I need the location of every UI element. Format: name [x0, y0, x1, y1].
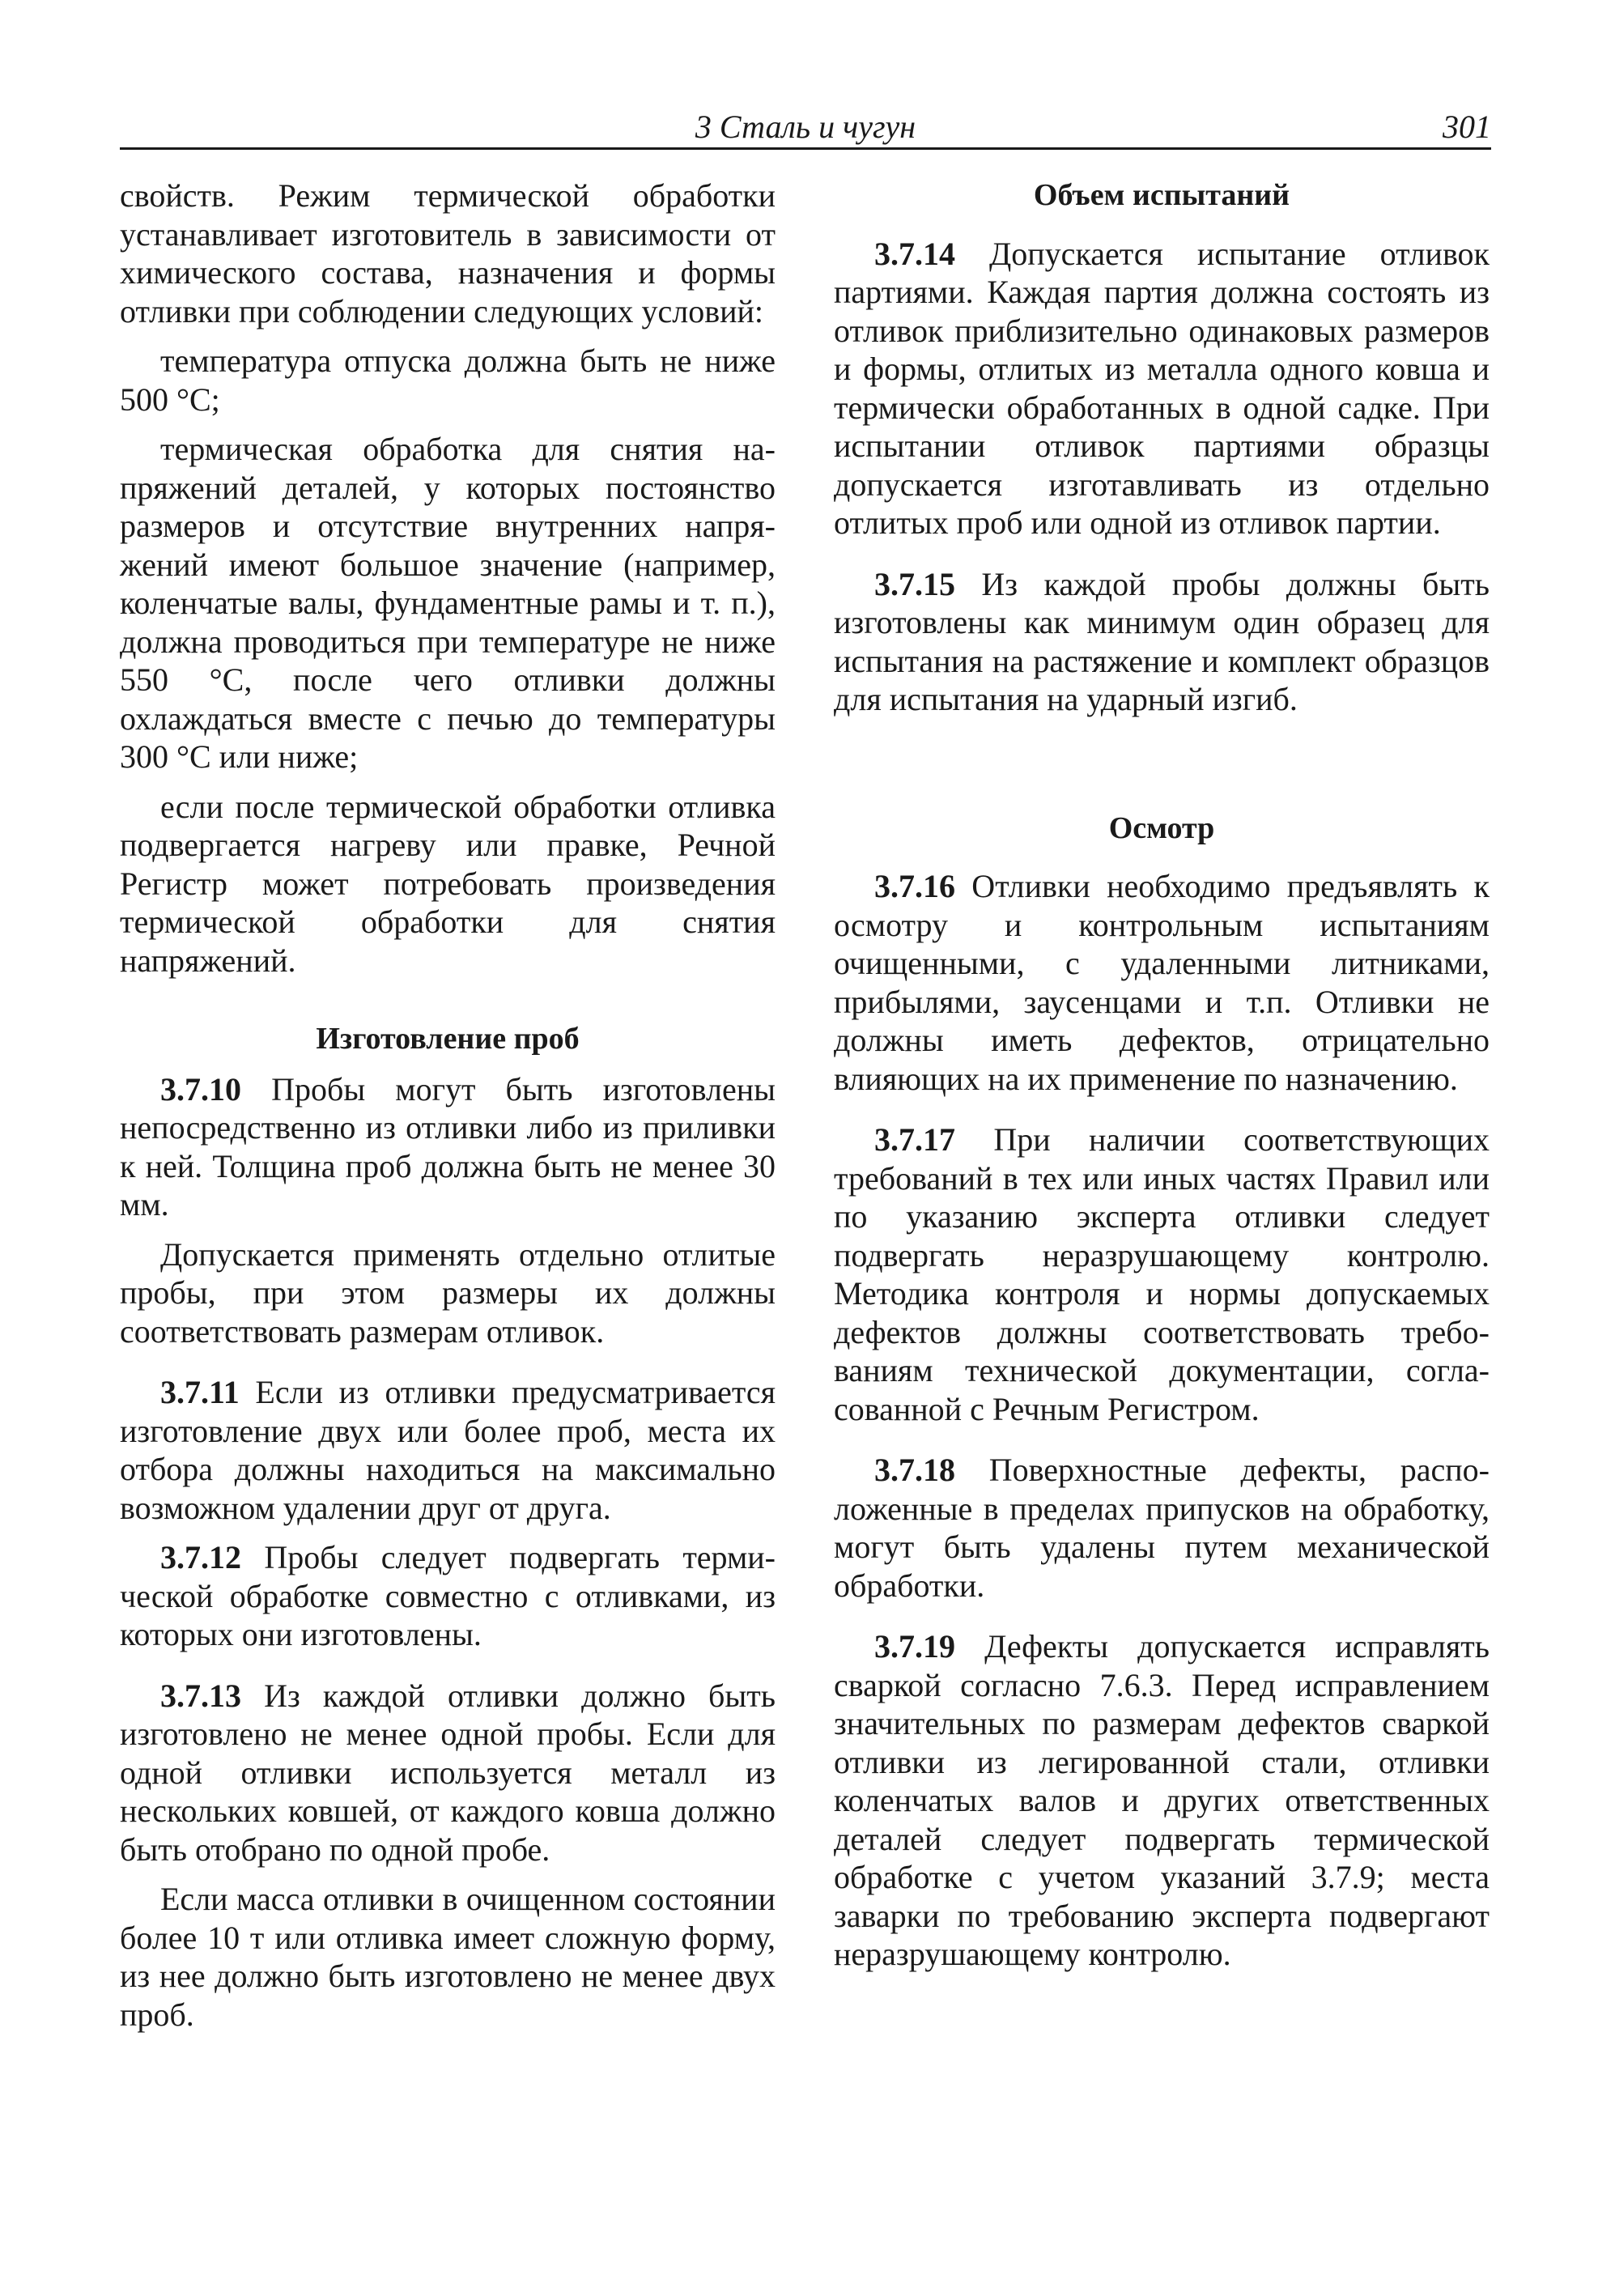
clause-number: 3.7.15	[874, 565, 955, 602]
clause-3-7-17	[834, 1120, 1490, 1428]
clause-3-7-12	[120, 1538, 776, 1654]
clause-text: Если из отливки предусматривается изготовление двух или более проб, места их отбора должны находиться на максимально возможном удалении друг от друга.	[120, 1374, 776, 1526]
clause-number: 3.7.10	[160, 1070, 241, 1108]
clause-number: 3.7.14	[874, 235, 955, 272]
clause-number: 3.7.13	[160, 1677, 241, 1714]
paragraph-separate-samples: Допускается применять отдельно отлитые пробы, при этом размеры их должны соответствовать размерам отливок.	[120, 1235, 776, 1350]
paragraph-intro: свойств. Режим термической обработки устанавливает изготовитель в зависимости от химического состава, назначения и формы отливки при соблюдении следующих условий:	[120, 177, 776, 330]
section-heading-samples: Изготовление проб	[316, 1022, 580, 1056]
clause-3-7-16	[834, 867, 1490, 1098]
clause-text: Допускается испытание отливок партиями. Каждая партия должна состоять из отливок приблизительно одинаковых размеров и формы, отлитых из металла одного ковша и термически обработанных в одной садке. При испытании отливок партиями образцы допускается изготавливать из отдельно отлитых проб или одной из отливок партии.	[834, 235, 1490, 541]
paragraph-tempering: температура отпуска должна быть не ниже 500 °С;	[120, 342, 776, 418]
left-column	[120, 176, 776, 2034]
clause-number: 3.7.11	[160, 1374, 240, 1410]
clause-text: Из каждой пробы должны быть изготовлены как минимум один образец для испытания на растяжение и комплект образцов для испытания на ударный изгиб.	[834, 565, 1490, 717]
paragraph-casting-mass: Если масса отливки в очищенном состоянии более 10 т или отливка имеет сложную форму, из нее должно быть изготовлено не менее двух проб.	[120, 1881, 776, 2033]
clause-text: При наличии соответствующих требований в тех или иных частях Правил или по указанию эксперта отливки следует подвергать неразрушающему контролю. Методика контроля и нормы допускаемых дефектов должны соответствовать требованиям технической документации, согласованной с Речным Регистром.	[834, 1121, 1490, 1427]
clause-text: Дефекты допускается исправлять сваркой согласно 7.6.3. Перед исправлением значительных по размерам дефектов сваркой отливки из легированной стали, отливки коленчатых валов и других ответственных деталей следует подвергать термической обработке с учетом указаний 3.7.9; места заварки по требованию эксперта подвергают неразрушающему контролю.	[834, 1628, 1490, 1972]
paragraph-reheating: если после термической обработки отливка подвергается нагреву или правке, Речной Регистр может потребовать произведения термической обработки для снятия напряжений.	[120, 788, 776, 979]
clause-3-7-14	[834, 235, 1490, 542]
section-heading-inspection: Осмотр	[1108, 810, 1215, 845]
running-head	[120, 107, 1491, 150]
clause-3-7-19	[834, 1627, 1490, 1974]
right-column	[834, 176, 1490, 1974]
clause-text: Пробы следует подвергать термической обработке совместно с отливками, из которых они изготовлены.	[120, 1539, 776, 1652]
paragraph-stress-relief: термическая обработка для снятия напряжений деталей, у которых постоянство размеров и отсутствие внутренних напряжений имеют большое значение (например, коленчатые валы, фундаментные рамы и т. п.), должна проводиться при температуре не ниже 550 °С, после чего отливки должны охлаждаться вместе с печью до температуры 300 °С или ниже;	[120, 431, 776, 775]
page-number: 301	[1443, 108, 1491, 145]
clause-3-7-18	[834, 1451, 1490, 1605]
clause-3-7-15	[834, 565, 1490, 719]
clause-3-7-11	[120, 1373, 776, 1527]
clause-number: 3.7.12	[160, 1539, 241, 1575]
clause-text: Отливки необходимо предъявлять к осмотру и контрольным испытаниям очищенными, с удаленными литниками, прибылями, заусенцами и т.п. Отливки не должны иметь дефектов, отрицательно влияющих на их применение по назначению.	[834, 868, 1490, 1097]
clause-text: Из каждой отливки должно быть изготовлено не менее одной пробы. Если для одной отливки используется металл из нескольких ковшей, от каждого ковша должно быть отобрано по одной пробе.	[120, 1677, 776, 1868]
clause-number: 3.7.19	[874, 1628, 955, 1665]
clause-3-7-13	[120, 1677, 776, 1869]
section-heading-scope: Объем испытаний	[1033, 178, 1290, 212]
clause-3-7-10	[120, 1070, 776, 1224]
clause-text: Пробы могут быть изготовлены непосредственно из отливки либо из приливки к ней. Толщина проб должна быть не менее 30 мм.	[120, 1070, 776, 1222]
clause-text: Поверхностные дефекты, расположенные в пределах припусков на обработку, могут быть удалены путем механической обработки.	[834, 1452, 1490, 1604]
clause-number: 3.7.16	[874, 868, 955, 904]
clause-number: 3.7.17	[874, 1121, 955, 1158]
running-title: 3 Сталь и чугун	[695, 108, 916, 145]
clause-number: 3.7.18	[874, 1452, 955, 1488]
